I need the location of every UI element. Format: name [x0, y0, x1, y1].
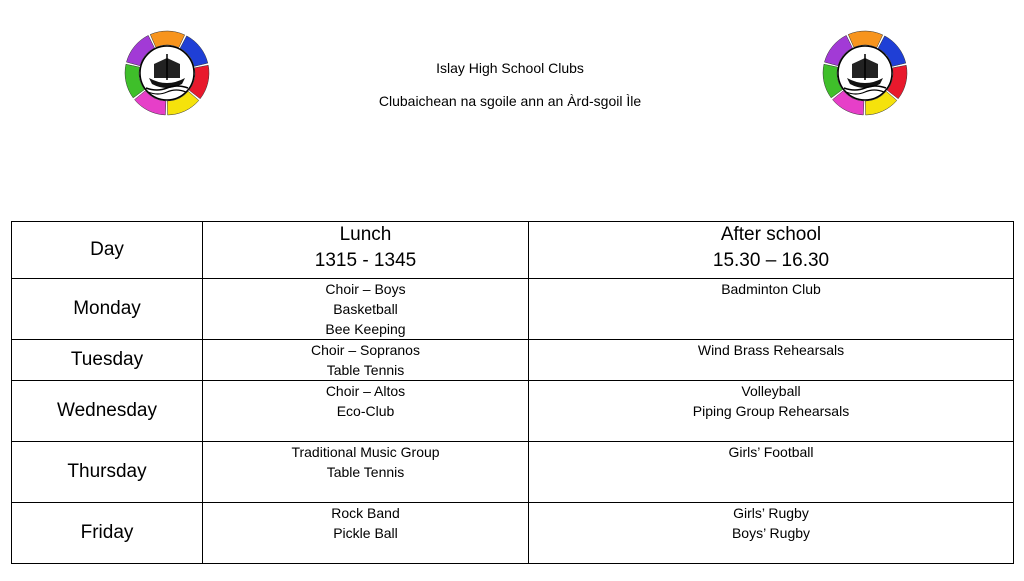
- clubs-schedule-table: [11, 221, 1014, 564]
- header-lunch: [203, 222, 529, 279]
- header-after-label: After school: [720, 224, 822, 245]
- lunch-clubs-cell: [203, 442, 529, 503]
- club-item: Table Tennis: [326, 464, 405, 480]
- day-cell: Wednesday: [12, 381, 203, 442]
- logo-segment: [848, 31, 882, 48]
- lunch-clubs-cell: [203, 381, 529, 442]
- logo-segment: [150, 31, 184, 48]
- day-cell: Thursday: [12, 442, 203, 503]
- header-lunch-label: Lunch: [339, 224, 392, 245]
- club-item: Girls’ Football: [728, 444, 814, 460]
- club-item: Girls’ Rugby: [733, 505, 809, 521]
- after-school-clubs-cell: [529, 340, 1014, 381]
- lunch-clubs-cell: [203, 503, 529, 564]
- page-subtitle: Clubaichean na sgoile ann an Àrd-sgoil Ìle: [378, 93, 642, 109]
- page-title: Islay High School Clubs: [436, 60, 584, 76]
- header-lunch-time: 1315 - 1345: [314, 250, 417, 271]
- club-item: Choir – Boys: [325, 281, 406, 297]
- after-school-clubs-cell: [529, 279, 1014, 340]
- club-item: Bee Keeping: [325, 321, 406, 337]
- club-item: Traditional Music Group: [291, 444, 440, 460]
- header-after-time: 15.30 – 16.30: [712, 250, 830, 271]
- club-item: Badminton Club: [721, 281, 821, 297]
- title-block: [340, 58, 680, 111]
- table-row: [12, 381, 1014, 442]
- school-emblem-icon: [800, 8, 930, 138]
- club-item: Wind Brass Rehearsals: [697, 342, 845, 358]
- table-row: [12, 503, 1014, 564]
- school-emblem-icon: [102, 8, 232, 138]
- club-item: Rock Band: [331, 505, 400, 521]
- header-after-school: [529, 222, 1014, 279]
- club-item: Boys’ Rugby: [731, 525, 811, 541]
- club-item: Eco-Club: [336, 403, 395, 419]
- lunch-clubs-cell: [203, 279, 529, 340]
- table-row: [12, 442, 1014, 503]
- table-row: [12, 279, 1014, 340]
- day-cell: Friday: [12, 503, 203, 564]
- club-item: Piping Group Rehearsals: [692, 403, 850, 419]
- after-school-clubs-cell: [529, 442, 1014, 503]
- club-item: Basketball: [333, 301, 398, 317]
- table-row: [12, 340, 1014, 381]
- club-item: Volleyball: [741, 383, 801, 399]
- day-cell: Monday: [12, 279, 203, 340]
- lunch-clubs-cell: [203, 340, 529, 381]
- after-school-clubs-cell: [529, 503, 1014, 564]
- school-logo-left: [102, 8, 232, 138]
- table-header-row: [12, 222, 1014, 279]
- club-item: Choir – Sopranos: [311, 342, 420, 358]
- after-school-clubs-cell: [529, 381, 1014, 442]
- club-item: Table Tennis: [326, 362, 405, 378]
- club-item: Pickle Ball: [333, 525, 398, 541]
- school-logo-right: [800, 8, 930, 138]
- club-item: Choir – Altos: [325, 383, 406, 399]
- day-cell: Tuesday: [12, 340, 203, 381]
- header-day: Day: [12, 222, 203, 279]
